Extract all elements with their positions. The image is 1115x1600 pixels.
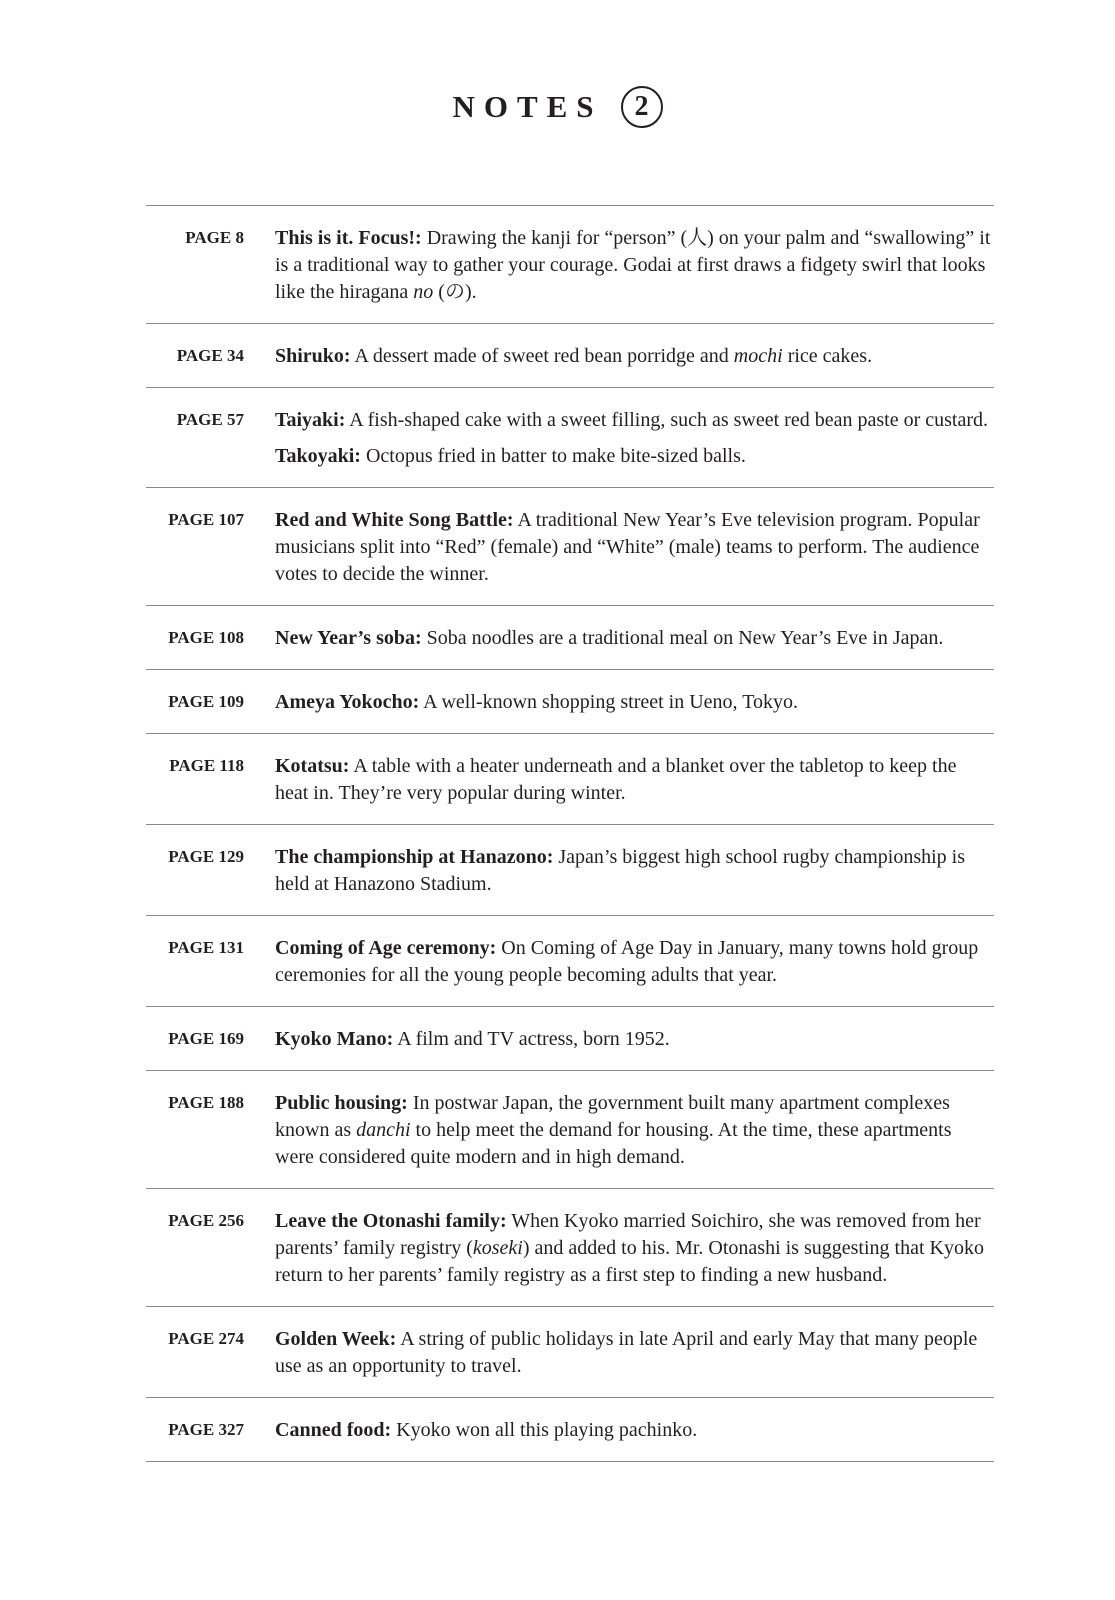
note-definition: [422, 627, 944, 649]
note-term: Leave the Otonashi family:: [275, 1210, 507, 1232]
note-term: The championship at Hanazono:: [275, 846, 554, 868]
note-definition: [345, 409, 988, 431]
note-entry: [275, 225, 994, 306]
note-row: [146, 488, 994, 606]
note-term: Coming of Age ceremony:: [275, 937, 497, 959]
definition-text: (の).: [433, 281, 477, 303]
note-entry: [275, 507, 994, 588]
note-term: Golden Week:: [275, 1328, 397, 1350]
note-term: Kyoko Mano:: [275, 1028, 394, 1050]
note-row: [146, 606, 994, 670]
page-reference: PAGE 256: [168, 1211, 244, 1230]
note-definition: [393, 1028, 669, 1050]
note-entries: [275, 1090, 994, 1171]
note-entries: [275, 689, 994, 716]
page-reference: PAGE 57: [176, 410, 244, 429]
definition-text: A dessert made of sweet red bean porridge and: [350, 345, 734, 367]
italic-term: mochi: [733, 345, 783, 367]
note-entry: [275, 689, 994, 716]
note-term: Red and White Song Battle:: [275, 509, 514, 531]
note-entry: [275, 935, 994, 989]
note-entry: [275, 844, 994, 898]
page-reference: PAGE 107: [168, 510, 244, 529]
definition-text: A well-known shopping street in Ueno, Tokyo.: [419, 691, 799, 713]
definition-text: Drawing the kanji for “person” (人) on your palm and “swallowing” it is a traditional way to gather your courage. Godai at first draws a fidgety swirl that looks like the hiragana: [275, 227, 991, 303]
note-entries: [275, 1326, 994, 1380]
note-term: Takoyaki:: [275, 445, 361, 467]
note-entry: [275, 625, 994, 652]
note-row: [146, 734, 994, 825]
note-row: [146, 1071, 994, 1189]
note-row: [146, 388, 994, 488]
definition-text: A table with a heater underneath and a blanket over the tabletop to keep the heat in. They’re very popular during winter.: [275, 755, 957, 804]
page-title: [0, 86, 1115, 128]
note-definition: [419, 691, 798, 713]
note-row: [146, 324, 994, 388]
definition-text: rice cakes.: [782, 345, 873, 367]
note-definition: [361, 445, 746, 467]
note-entry: [275, 1417, 994, 1444]
note-row: [146, 1007, 994, 1071]
definition-text: A traditional New Year’s Eve television program. Popular musicians split into “Red” (female) and “White” (male) teams to perform. The audience votes to decide the winner.: [275, 509, 980, 585]
note-entry: [275, 753, 994, 807]
definition-text: On Coming of Age Day in January, many towns hold group ceremonies for all the young people becoming adults that year.: [275, 937, 979, 986]
definition-text: to help meet the demand for housing. At the time, these apartments were considered quite modern and in high demand.: [275, 1119, 952, 1168]
note-term: This is it. Focus!:: [275, 227, 422, 249]
note-entry: [275, 343, 994, 370]
note-entries: [275, 407, 994, 470]
page-reference: PAGE 169: [168, 1029, 244, 1048]
note-definition: [391, 1419, 697, 1441]
note-entries: [275, 1208, 994, 1289]
page-reference: PAGE 108: [168, 628, 244, 647]
note-term: New Year’s soba:: [275, 627, 422, 649]
title-number-circle: 2: [621, 86, 663, 128]
note-entries: [275, 935, 994, 989]
page-reference: PAGE 131: [168, 938, 244, 957]
note-row: [146, 916, 994, 1007]
definition-text: Octopus fried in batter to make bite-sized balls.: [360, 445, 746, 467]
note-term: Taiyaki:: [275, 409, 346, 431]
note-term: Canned food:: [275, 1419, 392, 1441]
definition-text: ) and added to his. Mr. Otonashi is suggesting that Kyoko return to her parents’ family registry as a first step to finding a new husband.: [275, 1237, 984, 1286]
italic-term: danchi: [356, 1119, 411, 1141]
italic-term: no: [413, 281, 434, 303]
note-definition: [351, 345, 872, 367]
note-entry: [275, 443, 994, 470]
note-entry: [275, 1026, 994, 1053]
page-reference: PAGE 274: [168, 1329, 244, 1348]
note-row: [146, 206, 994, 324]
note-row: [146, 1189, 994, 1307]
definition-text: A string of public holidays in late April and early May that many people use as an opportunity to travel.: [275, 1328, 978, 1377]
note-entry: [275, 1326, 994, 1380]
title-text: NOTES: [452, 89, 603, 124]
definition-text: When Kyoko married Soichiro, she was removed from her parents’ family registry (: [275, 1210, 981, 1259]
note-row: [146, 825, 994, 916]
note-entries: [275, 753, 994, 807]
notes-list: [146, 205, 994, 1462]
definition-text: A fish-shaped cake with a sweet filling, such as sweet red bean paste or custard.: [345, 409, 988, 431]
definition-text: In postwar Japan, the government built many apartment complexes known as: [275, 1092, 950, 1141]
note-entry: [275, 407, 994, 434]
italic-term: koseki: [472, 1237, 523, 1259]
note-row: [146, 670, 994, 734]
note-entry: [275, 1208, 994, 1289]
definition-text: Kyoko won all this playing pachinko.: [391, 1419, 698, 1441]
note-entries: [275, 1417, 994, 1444]
page-reference: PAGE 129: [168, 847, 244, 866]
page-reference: PAGE 34: [176, 346, 244, 365]
note-entries: [275, 507, 994, 588]
note-entries: [275, 225, 994, 306]
definition-text: A film and TV actress, born 1952.: [393, 1028, 670, 1050]
page-reference: PAGE 188: [168, 1093, 244, 1112]
page-reference: PAGE 8: [185, 228, 244, 247]
page-reference: PAGE 109: [168, 692, 244, 711]
definition-text: Japan’s biggest high school rugby championship is held at Hanazono Stadium.: [275, 846, 966, 895]
page-reference: PAGE 327: [168, 1420, 244, 1439]
note-term: Shiruko:: [275, 345, 351, 367]
note-entries: [275, 625, 994, 652]
note-row: [146, 1307, 994, 1398]
page-reference: PAGE 118: [169, 756, 244, 775]
note-term: Ameya Yokocho:: [275, 691, 420, 713]
note-entry: [275, 1090, 994, 1171]
note-definition: [275, 755, 956, 804]
note-entries: [275, 844, 994, 898]
definition-text: Soba noodles are a traditional meal on New Year’s Eve in Japan.: [421, 627, 944, 649]
note-term: Public housing:: [275, 1092, 408, 1114]
note-entries: [275, 1026, 994, 1053]
note-entries: [275, 343, 994, 370]
note-row: [146, 1398, 994, 1462]
note-term: Kotatsu:: [275, 755, 350, 777]
